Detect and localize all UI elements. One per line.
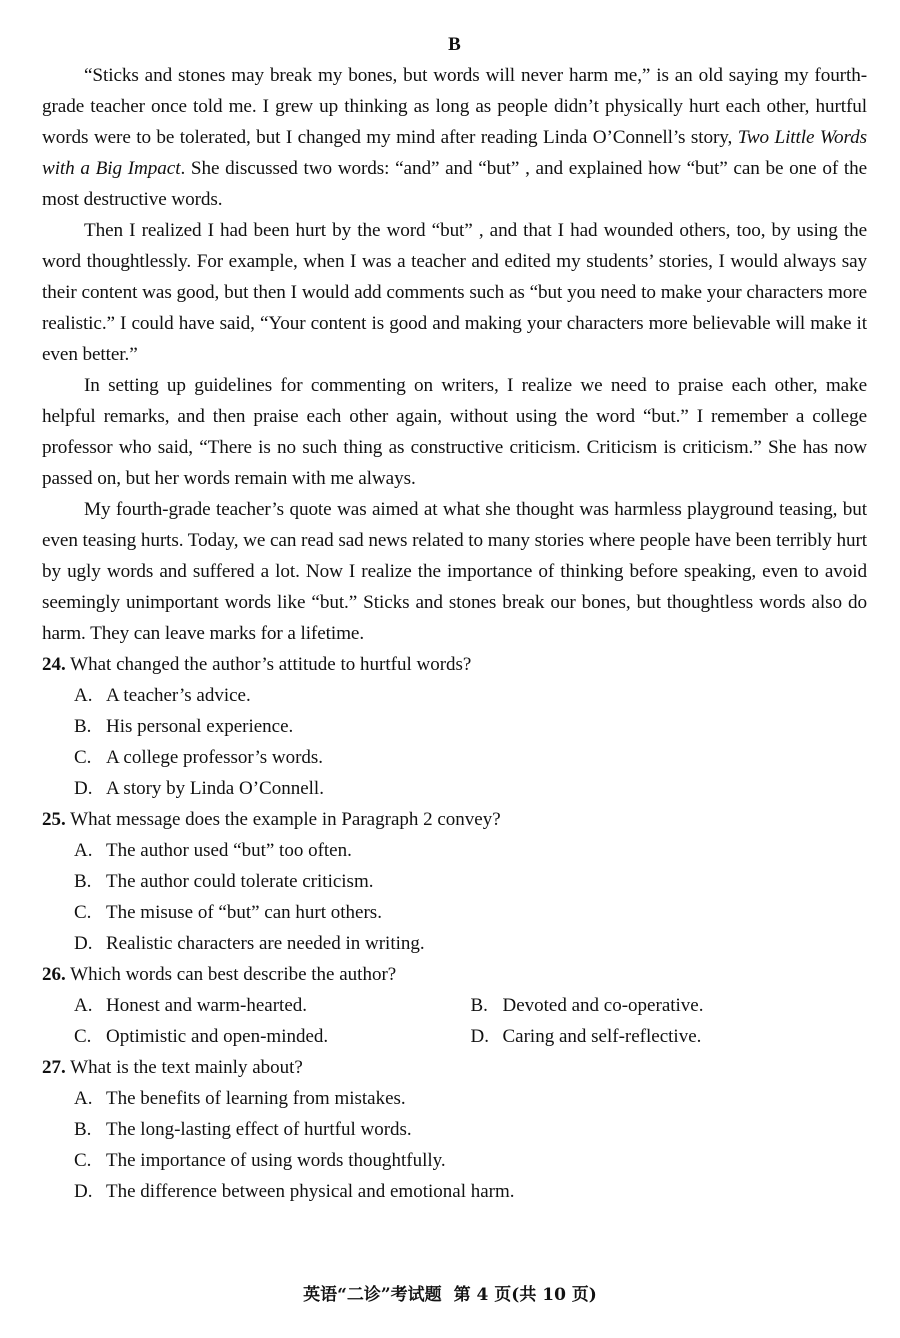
option-c	[42, 897, 867, 928]
option-text: A teacher’s advice.	[106, 685, 251, 706]
option-text: The misuse of “but” can hurt others.	[106, 902, 382, 923]
paragraph-text: . She discussed two words: “and” and “but” , and explained how “but” can be one of the most destructive words.	[42, 158, 868, 210]
option-a	[42, 835, 867, 866]
question-text: What changed the author’s attitude to hurtful words?	[70, 654, 472, 675]
option-a	[42, 680, 867, 711]
option-letter: B.	[74, 1119, 92, 1140]
option-letter: B.	[74, 871, 92, 892]
option-letter: C.	[74, 902, 92, 923]
option-text: His personal experience.	[106, 716, 294, 737]
question-stem	[42, 649, 867, 680]
passage-paragraph-4: My fourth-grade teacher’s quote was aimed at what she thought was harmless playground teasing, but even teasing hurts. Today, we can read sad news related to many stories where people have been terribly hurt by ugly words and suffered a lot. Now I realize the importance of thinking before speaking, even to avoid seemingly unimportant words like “but.” Sticks and stones break our bones, but thoughtless words also do harm. They can leave marks for a lifetime.	[42, 499, 867, 644]
option-d	[42, 1176, 867, 1207]
option-a	[74, 990, 471, 1021]
question-25	[42, 804, 867, 959]
page-number: 第 4 页(共 10 页)	[453, 1285, 597, 1305]
option-b	[42, 866, 867, 897]
option-letter: B.	[470, 995, 488, 1016]
option-text: The difference between physical and emotional harm.	[106, 1181, 515, 1202]
option-letter: A.	[74, 995, 93, 1016]
option-letter: D.	[74, 1181, 93, 1202]
question-number: 27.	[42, 1057, 66, 1078]
option-b	[42, 711, 867, 742]
question-24	[42, 649, 867, 804]
option-a	[42, 1083, 867, 1114]
option-letter: D.	[74, 778, 93, 799]
option-letter: C.	[74, 1026, 92, 1047]
option-text: The author could tolerate criticism.	[106, 871, 374, 892]
option-text: Caring and self-reflective.	[502, 1026, 702, 1047]
section-label: B	[448, 34, 461, 55]
question-number: 25.	[42, 809, 66, 830]
option-text: The long-lasting effect of hurtful words.	[106, 1119, 412, 1140]
option-text: The benefits of learning from mistakes.	[106, 1088, 406, 1109]
option-letter: A.	[74, 1088, 93, 1109]
option-b	[471, 990, 868, 1021]
option-letter: B.	[74, 716, 92, 737]
paragraph-text: “Sticks and stones may break my bones, but words will never harm me,” is an old saying my fourth-grade teacher once told me. I grew up thinking as long as people didn’t physically hurt each other, hurtful words were to be tolerated, but I changed my mind after reading Linda O’Connell’s story,	[42, 65, 867, 148]
option-text: Realistic characters are needed in writing.	[106, 933, 425, 954]
options-row-2	[42, 1021, 867, 1052]
question-26	[42, 959, 867, 1052]
option-d	[42, 928, 867, 959]
question-text: What is the text mainly about?	[70, 1057, 303, 1078]
question-text: What message does the example in Paragraph 2 convey?	[70, 809, 501, 830]
question-stem	[42, 1052, 867, 1083]
page-footer	[0, 1280, 900, 1305]
option-text: The importance of using words thoughtfully.	[106, 1150, 446, 1171]
option-text: A college professor’s words.	[106, 747, 324, 768]
option-text: Devoted and co-operative.	[502, 995, 704, 1016]
question-stem	[42, 804, 867, 835]
option-c	[74, 1021, 471, 1052]
option-letter: C.	[74, 747, 92, 768]
option-text: Optimistic and open-minded.	[106, 1026, 329, 1047]
option-letter: D.	[74, 933, 93, 954]
exam-page	[42, 30, 867, 1207]
option-letter: A.	[74, 685, 93, 706]
question-text: Which words can best describe the author?	[70, 964, 397, 985]
options-row-1	[42, 990, 867, 1021]
option-d	[42, 773, 867, 804]
story-title: Two Little Words with a Big Impact	[42, 127, 867, 179]
option-text: The author used “but” too often.	[106, 840, 352, 861]
option-c	[42, 1145, 867, 1176]
option-letter: A.	[74, 840, 93, 861]
option-d	[471, 1021, 868, 1052]
option-letter: D.	[470, 1026, 489, 1047]
passage-paragraph-1	[42, 60, 867, 215]
option-text: Honest and warm-hearted.	[106, 995, 308, 1016]
question-number: 26.	[42, 964, 66, 985]
question-number: 24.	[42, 654, 66, 675]
option-text: A story by Linda O’Connell.	[106, 778, 324, 799]
passage-paragraph-2: Then I realized I had been hurt by the word “but” , and that I had wounded others, too, by using the word thoughtlessly. For example, when I was a teacher and edited my students’ stories, I would always say their content was good, but then I would add comments such as “but you need to make your characters more realistic.” I could have said, “Your content is good and making your characters more believable will make it even better.”	[42, 220, 867, 365]
option-b	[42, 1114, 867, 1145]
passage-paragraph-3: In setting up guidelines for commenting on writers, I realize we need to praise each other, make helpful remarks, and then praise each other again, without using the word “but.” I remember a college professor who said, “There is no such thing as constructive criticism. Criticism is criticism.” She has now passed on, but her words remain with me always.	[42, 375, 867, 489]
option-letter: C.	[74, 1150, 92, 1171]
exam-title: 英语“二诊”考试题	[303, 1285, 442, 1305]
reading-passage	[42, 60, 867, 649]
question-27	[42, 1052, 867, 1207]
question-stem	[42, 959, 867, 990]
option-c	[42, 742, 867, 773]
